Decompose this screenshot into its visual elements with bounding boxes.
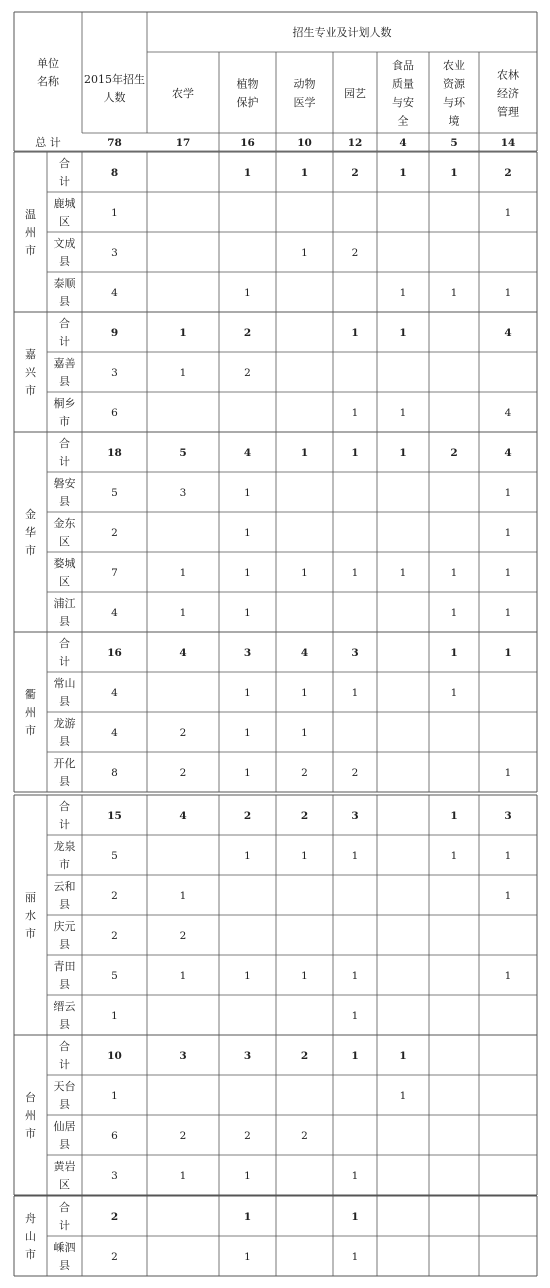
subtotal-label: 合 [59, 316, 70, 330]
table-cell-value: 1 [111, 1010, 118, 1022]
table-cell-value: 4 [111, 607, 118, 619]
table-cell-value: 1 [504, 850, 512, 862]
table-cell-value: 1 [450, 687, 458, 699]
city-name: 州 [25, 705, 36, 719]
table-cell-value: 2 [111, 890, 118, 902]
total-row-value: 14 [500, 137, 516, 149]
subtotal-value: 1 [351, 327, 359, 339]
subtotal-label: 合 [59, 799, 70, 813]
subtotal-value: 1 [504, 647, 512, 659]
subtotal-value: 1 [450, 647, 458, 659]
subtotal-value: 1 [450, 167, 458, 179]
table-cell-value: 1 [244, 727, 251, 739]
header-major: 与安 [392, 96, 414, 110]
subtotal-value: 1 [243, 167, 252, 179]
table-cell-value: 3 [111, 367, 118, 379]
table-cell-value: 1 [504, 487, 512, 499]
table-cell-value: 1 [244, 487, 251, 499]
subtotal-value: 1 [300, 447, 309, 459]
table-cell-value: 1 [399, 567, 407, 579]
subtotal-label: 计 [59, 454, 70, 468]
district-name: 黄岩 [53, 1159, 76, 1173]
district-name: 县 [59, 937, 70, 951]
district-name: 区 [59, 214, 70, 228]
table-cell-value: 1 [244, 767, 251, 779]
city-name: 市 [25, 243, 36, 257]
subtotal-label: 合 [59, 636, 70, 650]
subtotal-value: 1 [450, 810, 458, 822]
subtotal-label: 合 [59, 1200, 70, 1214]
subtotal-value: 3 [179, 1050, 187, 1062]
district-name: 县 [59, 254, 70, 268]
header-major: 农学 [172, 86, 194, 100]
table-cell-value: 1 [450, 607, 458, 619]
city-name: 金 [25, 507, 36, 521]
subtotal-value: 1 [179, 327, 187, 339]
header-major: 境 [448, 114, 460, 128]
district-name: 县 [59, 1137, 70, 1151]
city-name: 市 [25, 1126, 36, 1140]
district-name: 县 [59, 734, 70, 748]
table-cell-value: 4 [111, 727, 118, 739]
table-cell-value: 8 [111, 767, 118, 779]
table-cell-value: 1 [179, 970, 187, 982]
city-name: 市 [25, 1247, 36, 1261]
table-cell-value: 1 [504, 890, 512, 902]
subtotal-value: 3 [243, 1050, 252, 1062]
table-cell-value: 7 [111, 567, 118, 579]
table-cell-value: 1 [351, 687, 359, 699]
table-cell-value: 1 [351, 850, 359, 862]
city-name: 华 [25, 525, 36, 539]
table-cell-value: 1 [301, 247, 308, 259]
table-cell-value: 1 [301, 567, 308, 579]
subtotal-value: 1 [399, 447, 407, 459]
table-cell-value: 2 [301, 767, 308, 779]
district-name: 婺城 [53, 556, 76, 570]
table-cell-value: 2 [301, 1130, 308, 1142]
subtotal-value: 2 [450, 447, 458, 459]
district-name: 嵊泗 [53, 1240, 76, 1254]
table-cell-value: 4 [504, 407, 512, 419]
district-name: 县 [59, 1017, 70, 1031]
table-cell-value: 3 [111, 1170, 118, 1182]
subtotal-label: 计 [59, 817, 70, 831]
table-cell-value: 4 [111, 687, 118, 699]
header-major: 园艺 [344, 86, 366, 100]
district-name: 天台 [53, 1079, 76, 1093]
subtotal-value: 4 [504, 447, 512, 459]
header-major: 植物 [236, 77, 259, 91]
table-cell-value: 1 [504, 607, 512, 619]
table-cell-value: 2 [111, 1251, 118, 1263]
district-name: 桐乡 [53, 396, 76, 410]
table-cell-value: 1 [399, 1090, 407, 1102]
total-row-value: 17 [175, 137, 191, 149]
district-name: 县 [59, 897, 70, 911]
district-name: 县 [59, 694, 70, 708]
district-name: 县 [59, 614, 70, 628]
subtotal-value: 3 [351, 810, 359, 822]
table-cell-value: 2 [179, 767, 187, 779]
district-name: 仙居 [53, 1119, 76, 1133]
table-cell-value: 1 [504, 207, 512, 219]
subtotal-value: 3 [351, 647, 359, 659]
header-enroll-2015: 人数 [103, 90, 126, 104]
header-group-title: 招生专业及计划人数 [292, 25, 392, 39]
district-name: 县 [59, 774, 70, 788]
table-cell-value: 1 [244, 287, 251, 299]
table-cell-value: 1 [351, 407, 359, 419]
subtotal-value: 3 [243, 647, 252, 659]
subtotal-value: 9 [110, 327, 119, 339]
district-name: 磐安 [53, 476, 76, 490]
table-cell-value: 1 [179, 367, 187, 379]
subtotal-value: 4 [300, 647, 309, 659]
subtotal-value: 2 [300, 1050, 309, 1062]
subtotal-label: 计 [59, 334, 70, 348]
subtotal-label: 合 [59, 436, 70, 450]
district-name: 区 [59, 534, 70, 548]
header-unit-name: 名称 [37, 74, 59, 88]
subtotal-value: 1 [351, 1211, 359, 1223]
subtotal-label: 计 [59, 174, 70, 188]
table-cell-value: 4 [111, 287, 118, 299]
subtotal-value: 4 [179, 810, 187, 822]
city-name: 舟 [25, 1211, 36, 1225]
district-name: 鹿城 [53, 196, 76, 210]
district-name: 龙游 [53, 716, 76, 730]
table-cell-value: 1 [111, 207, 118, 219]
header-major: 资源 [443, 77, 465, 91]
table-cell-value: 1 [504, 287, 512, 299]
table-cell-value: 1 [351, 1010, 359, 1022]
header-major: 经济 [497, 86, 519, 100]
table-cell-value: 1 [504, 567, 512, 579]
district-name: 文成 [53, 236, 76, 250]
table-cell-value: 1 [450, 567, 458, 579]
table-cell-value: 1 [244, 607, 251, 619]
table-cell-value: 1 [179, 607, 187, 619]
district-name: 龙泉 [53, 839, 76, 853]
table-cell-value: 1 [504, 527, 512, 539]
subtotal-value: 3 [504, 810, 512, 822]
city-name: 兴 [25, 365, 36, 379]
table-cell-value: 1 [450, 850, 458, 862]
city-name: 市 [25, 543, 36, 557]
table-cell-value: 2 [111, 930, 118, 942]
city-name: 市 [25, 723, 36, 737]
table-cell-value: 1 [351, 1251, 359, 1263]
city-name: 衢 [25, 687, 36, 701]
header-major: 管理 [497, 105, 519, 119]
district-name: 庆元 [53, 919, 76, 933]
table-cell-value: 3 [179, 487, 187, 499]
city-name: 州 [25, 225, 36, 239]
total-row-value: 12 [347, 137, 363, 149]
table-cell-value: 1 [301, 687, 308, 699]
table-cell-value: 2 [111, 527, 118, 539]
subtotal-value: 10 [107, 1050, 122, 1062]
table-cell-value: 1 [301, 727, 308, 739]
table-cell-value: 1 [301, 970, 308, 982]
subtotal-value: 1 [399, 167, 407, 179]
subtotal-value: 15 [107, 810, 122, 822]
subtotal-value: 2 [243, 810, 252, 822]
total-row-value: 5 [450, 137, 458, 149]
total-row-value: 78 [107, 137, 122, 149]
header-major: 医学 [293, 96, 316, 110]
district-name: 县 [59, 1097, 70, 1111]
table-cell-value: 1 [301, 850, 308, 862]
table-cell-value: 1 [351, 1170, 359, 1182]
table-cell-value: 1 [111, 1090, 118, 1102]
district-name: 县 [59, 977, 70, 991]
subtotal-value: 2 [300, 810, 309, 822]
district-name: 嘉善 [53, 356, 76, 370]
district-name: 金东 [53, 516, 76, 530]
header-major: 食品 [392, 59, 414, 73]
table-cell-value: 3 [111, 247, 118, 259]
district-name: 缙云 [53, 999, 76, 1013]
district-name: 市 [59, 857, 70, 871]
table-cell-value: 1 [244, 567, 251, 579]
table-cell-value: 1 [244, 850, 251, 862]
table-cell-value: 1 [399, 407, 407, 419]
subtotal-value: 2 [243, 327, 252, 339]
district-name: 区 [59, 1177, 70, 1191]
subtotal-value: 1 [399, 327, 407, 339]
header-major: 动物 [293, 77, 316, 91]
city-name: 山 [25, 1229, 36, 1243]
subtotal-label: 合 [59, 156, 70, 170]
table-cell-value: 1 [244, 527, 251, 539]
subtotal-value: 8 [110, 167, 119, 179]
district-name: 县 [59, 1258, 70, 1272]
district-name: 青田 [53, 959, 76, 973]
district-name: 泰顺 [53, 276, 76, 290]
subtotal-value: 5 [179, 447, 187, 459]
district-name: 常山 [53, 676, 76, 690]
subtotal-label: 计 [59, 1057, 70, 1071]
district-name: 云和 [53, 879, 76, 893]
table-cell-value: 2 [179, 1130, 187, 1142]
district-name: 开化 [53, 756, 76, 770]
header-major: 质量 [392, 77, 414, 91]
subtotal-value: 18 [107, 447, 122, 459]
table-cell-value: 1 [244, 970, 251, 982]
table-cell-value: 6 [111, 1130, 118, 1142]
subtotal-value: 1 [399, 1050, 407, 1062]
city-name: 嘉 [25, 347, 36, 361]
table-cell-value: 1 [351, 970, 359, 982]
table-cell-value: 2 [179, 727, 187, 739]
header-unit-name: 单位 [37, 56, 59, 70]
city-name: 市 [25, 926, 36, 940]
subtotal-value: 2 [351, 167, 359, 179]
city-name: 台 [25, 1090, 36, 1104]
table-cell-value: 1 [504, 970, 512, 982]
total-row-label: 总 计 [35, 136, 61, 149]
header-major: 农林 [497, 68, 519, 82]
table-cell-value: 2 [179, 930, 187, 942]
district-name: 县 [59, 494, 70, 508]
district-name: 区 [59, 574, 70, 588]
subtotal-value: 4 [179, 647, 187, 659]
table-cell-value: 1 [244, 1170, 251, 1182]
subtotal-value: 4 [243, 447, 252, 459]
table-cell-value: 2 [244, 1130, 251, 1142]
table-cell-value: 1 [504, 767, 512, 779]
subtotal-value: 2 [110, 1211, 119, 1223]
table-cell-value: 1 [399, 287, 407, 299]
table-cell-value: 1 [244, 1251, 251, 1263]
table-cell-value: 1 [351, 567, 359, 579]
table-cell-value: 5 [111, 970, 118, 982]
table-cell-value: 5 [111, 850, 118, 862]
city-name: 市 [25, 383, 36, 397]
subtotal-label: 计 [59, 1218, 70, 1232]
subtotal-label: 合 [59, 1039, 70, 1053]
district-name: 浦江 [53, 596, 76, 610]
header-major: 农业 [443, 59, 465, 73]
header-major: 保护 [236, 96, 259, 110]
table-cell-value: 5 [111, 487, 118, 499]
city-name: 州 [25, 1108, 36, 1122]
subtotal-value: 1 [351, 1050, 359, 1062]
subtotal-value: 1 [300, 167, 309, 179]
district-name: 市 [59, 414, 70, 428]
table-cell-value: 1 [179, 1170, 187, 1182]
city-name: 丽 [25, 890, 36, 904]
table-cell-value: 6 [111, 407, 118, 419]
district-name: 县 [59, 294, 70, 308]
subtotal-value: 16 [107, 647, 122, 659]
table-cell-value: 1 [179, 890, 187, 902]
table-cell-value: 1 [179, 567, 187, 579]
table-cell-value: 2 [351, 767, 359, 779]
district-name: 县 [59, 374, 70, 388]
header-enroll-2015: 2015年招生 [84, 72, 145, 86]
header-major: 与环 [443, 96, 465, 110]
total-row-value: 16 [240, 137, 255, 149]
subtotal-value: 1 [351, 447, 359, 459]
table-cell-value: 2 [351, 247, 359, 259]
header-major: 全 [397, 114, 409, 128]
table-cell-value: 2 [244, 367, 251, 379]
table-cell-value: 1 [450, 287, 458, 299]
subtotal-value: 4 [504, 327, 512, 339]
city-name: 水 [25, 908, 36, 922]
table-cell-value: 1 [244, 687, 251, 699]
subtotal-value: 2 [504, 167, 512, 179]
city-name: 温 [25, 207, 36, 221]
total-row-value: 10 [297, 137, 312, 149]
subtotal-value: 1 [243, 1211, 252, 1223]
subtotal-label: 计 [59, 654, 70, 668]
total-row-value: 4 [399, 137, 407, 149]
